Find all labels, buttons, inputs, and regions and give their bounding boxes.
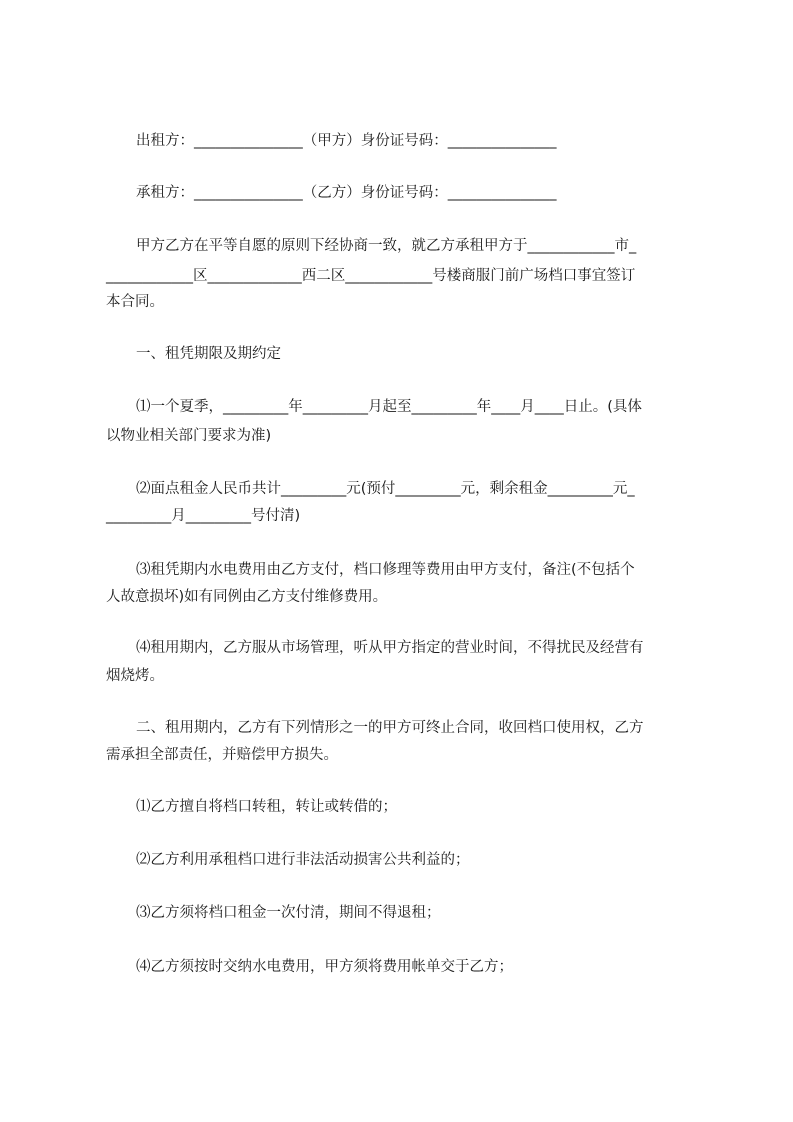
- clause-2-2: ⑵乙方利用承租档口进行非法活动损害公共利益的；: [136, 852, 470, 868]
- clause-1-1-line-1: ⑴一个夏季，_________年_________月起至_________年____月____日止。(具体: [136, 399, 642, 415]
- lessor-line: 出租方：_______________（甲方）身份证号码：_______________: [136, 133, 557, 149]
- clause-1-4-line-1: ⑷租用期内，乙方服从市场管理，听从甲方指定的营业时间，不得扰民及经营有: [136, 640, 644, 656]
- section-2-title-line-1: 二、租用期内，乙方有下列情形之一的甲方可终止合同，收回档口使用权，乙方: [136, 720, 644, 736]
- intro-line-2: ____________区_____________西二区____________号楼商服门前广场档口事宜签订: [106, 268, 636, 284]
- clause-1-3-line-2: 人故意损坏)如有同例由乙方支付维修费用。: [106, 589, 388, 605]
- intro-line-1: 甲方乙方在平等自愿的原则下经协商一致，就乙方承租甲方于____________市_: [136, 238, 637, 254]
- lessee-line: 承租方：_______________（乙方）身份证号码：_______________: [136, 185, 557, 201]
- clause-2-4: ⑷乙方须按时交纳水电费用，甲方须将费用帐单交于乙方；: [136, 959, 513, 975]
- clause-2-3: ⑶乙方须将档口租金一次付清，期间不得退租；: [136, 905, 441, 921]
- clause-1-3-line-1: ⑶租凭期内水电费用由乙方支付，档口修理等费用由甲方支付，备注(不包括个: [136, 562, 635, 578]
- clause-1-2-line-1: ⑵面点租金人民币共计_________元(预付_________元，剩余租金_________元_: [136, 481, 635, 497]
- clause-1-2-line-2: _________月_________号付清): [106, 508, 301, 524]
- clause-1-1-line-2: 以物业相关部门要求为准): [106, 428, 272, 444]
- clause-2-1: ⑴乙方擅自将档口转租，转让或转借的；: [136, 799, 397, 815]
- section-2-title-line-2: 需承担全部责任，并赔偿甲方损失。: [106, 747, 338, 763]
- intro-line-3: 本合同。: [106, 294, 164, 310]
- clause-1-4-line-2: 烟烧烤。: [106, 668, 164, 684]
- section-1-title: 一、租凭期限及期约定: [136, 346, 281, 362]
